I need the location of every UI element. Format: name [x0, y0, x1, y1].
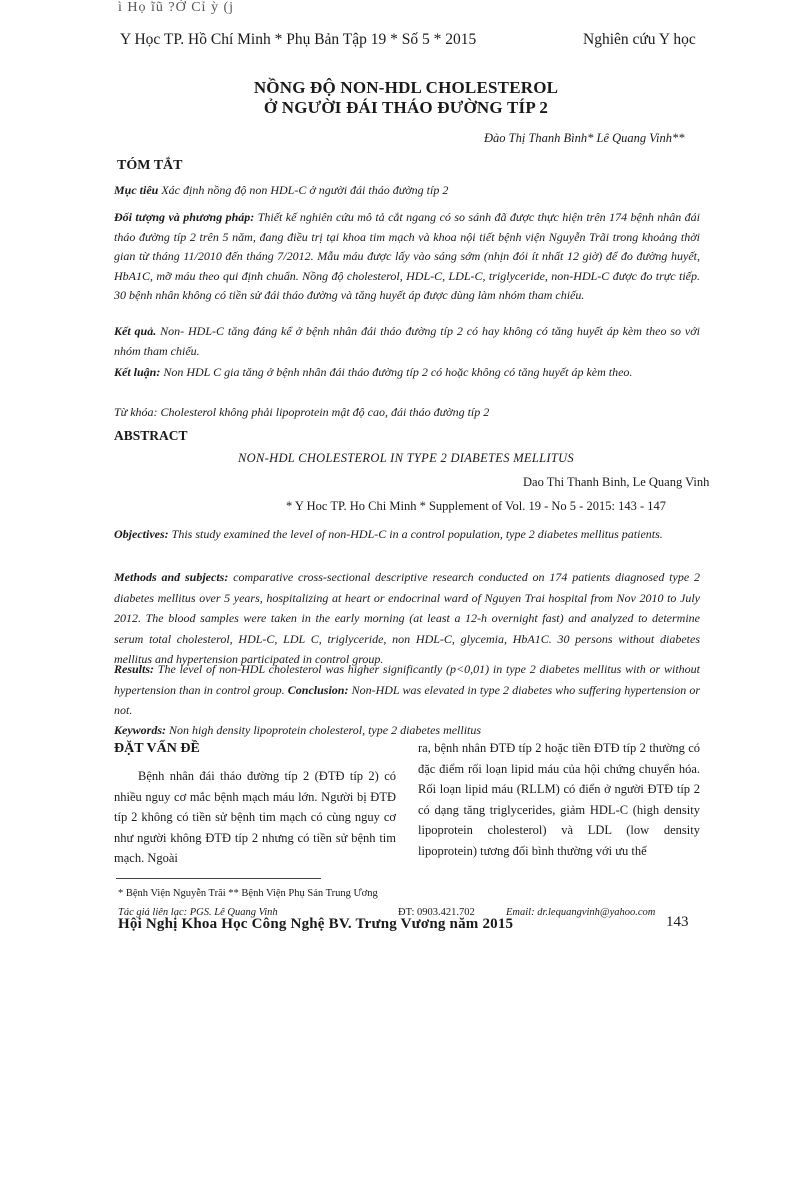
abstract-keywords-text: Non high density lipoprotein cholesterol, type 2 diabetes mellitus: [166, 723, 482, 737]
footnote-email: Email: dr.lequangvinh@yahoo.com: [506, 907, 656, 918]
summary-methods-text: Thiết kế nghiên cứu mô tả cắt ngang có so sánh đã được thực hiện trên 174 bệnh nhân đái tháo đường típ 2 trên 5 năm, đang điều trị tại khoa tim mạch và khoa nội tiết bệnh viện Nguyễn Trãi trong khoảng thời gian từ tháng 11/2010 đến tháng 7/2012. Mẫu máu được lấy vào sáng sớm (nhịn đói ít nhất 12 giờ) để đo đường huyết, HbA1C, mỡ máu theo qui định chuẩn. Nồng độ cholesterol, HDL-C, LDL-C, triglyceride, non-HDL-C được đo trực tiếp. 30 bệnh nhân không có tiền sử đái tháo đường và tăng huyết áp được dùng làm nhóm tham chiếu.: [114, 210, 701, 302]
abstract-results: [114, 659, 700, 721]
abstract-heading: ABSTRACT: [114, 428, 188, 443]
footnote-divider: [116, 878, 321, 879]
abstract-conclusion-label: Conclusion:: [287, 682, 349, 697]
header-scrap-text: ì Họ ĩũ ?Ở Cỉ ỳ (j: [118, 0, 234, 15]
summary-objective: [114, 181, 700, 201]
summary-results-label: Kết quả.: [114, 324, 157, 338]
introduction-right-column: ra, bệnh nhân ĐTĐ típ 2 hoặc tiền ĐTĐ típ 2 thường có đặc điểm rối loạn lipid máu của hội chứng chuyển hóa. Rối loạn lipid máu (RLLM) có điển ở người ĐTĐ típ 2 có dạng tăng triglycerides, giảm HDL-C (high density lipoprotein cholesterol) và LDL (low density lipoprotein) tương đối bình thường với ưu thế: [418, 741, 700, 858]
summary-conclusion-label: Kết luận:: [114, 365, 161, 379]
summary-methods: [114, 208, 700, 306]
summary-objective-text: Xác định nồng độ non HDL-C ở người đái tháo đường típ 2: [158, 183, 449, 197]
journal-header: Y Học TP. Hồ Chí Minh * Phụ Bản Tập 19 * Số 5 * 2015: [120, 31, 477, 48]
abstract-conclusion-text: Non-HDL was elevated in type 2 diabetes who suffering hypertension or not.: [114, 682, 701, 717]
abstract-objectives-text: This study examined the level of non-HDL-C in a control population, type 2 diabetes mellitus patients.: [168, 527, 663, 541]
summary-methods-label: Đối tượng và phương pháp:: [114, 210, 255, 224]
abstract-keywords-label: Keywords:: [114, 723, 166, 737]
footnote-corresponding-author: Tác giả liên lạc: PGS. Lê Quang Vinh: [118, 907, 278, 918]
introduction-heading: ĐẶT VẤN ĐỀ: [114, 741, 200, 756]
article-title-line-2: Ở NGƯỜI ĐÁI THÁO ĐƯỜNG TÍP 2: [263, 98, 549, 117]
summary-conclusion-text: Non HDL C gia tăng ở bệnh nhân đái tháo đường típ 2 có hoặc không có tăng huyết áp kèm theo.: [160, 365, 633, 379]
abstract-title: NON-HDL CHOLESTEROL IN TYPE 2 DIABETES MELLITUS: [238, 451, 574, 465]
abstract-results-text: The level of non-HDL cholesterol was higher significantly (p<0,01) in type 2 diabetes mellitus with or without hypertension than in control group.: [114, 662, 700, 697]
summary-keywords-text: Cholesterol không phải lipoprotein mật độ cao, đái tháo đường típ 2: [157, 405, 490, 419]
introduction-left-column: Bệnh nhân đái tháo đường típ 2 (ĐTĐ típ 2) có nhiều nguy cơ mắc bệnh mạch máu lớn. Người bị ĐTĐ típ 2 không có tiền sử bệnh tim mạch có cùng nguy cơ như người không ĐTĐ típ 2 nhưng có tiền sử bệnh tim mạch. Ngoài: [114, 769, 396, 865]
page-number: 143: [666, 914, 689, 930]
summary-heading: TÓM TẮT: [117, 158, 183, 173]
summary-results: [114, 322, 700, 361]
section-header: Nghiên cứu Y học: [583, 31, 696, 48]
summary-results-text: Non- HDL-C tăng đáng kể ở bệnh nhân đái tháo đường típ 2 có hay không có tăng huyết áp kèm theo so với nhóm tham chiếu.: [114, 324, 700, 358]
article-title-line-1: NỒNG ĐỘ NON-HDL CHOLESTEROL: [253, 78, 559, 97]
summary-keywords-label: Từ khóa:: [114, 405, 158, 419]
footnote-phone: ĐT: 0903.421.702: [398, 907, 475, 918]
summary-objective-label: Mục tiêu: [114, 183, 159, 197]
footnote-affiliations: * Bệnh Viện Nguyễn Trãi ** Bệnh Viện Phụ Sản Trung Ương: [118, 888, 378, 899]
abstract-citation: * Y Hoc TP. Ho Chi Minh * Supplement of Vol. 19 - No 5 - 2015: 143 - 147: [286, 499, 666, 513]
summary-keywords: [114, 403, 700, 423]
article-authors: Đào Thị Thanh Bình* Lê Quang Vinh**: [484, 131, 685, 145]
abstract-methods-text: comparative cross-sectional descriptive research conducted on 174 patients diagnosed type 2 diabetes mellitus over 5 years, hospitalizing at heart or endocrinal ward of Nguyen Trai hospital from Nov 2010 to July 2012. The blood samples were taken in the early morning (at least a 12-h overnight fast) and analyzed to determine serum total cholesterol, HDL-C, LDL C, triglyceride, non HDL-C, glycemia, HbA1C. 30 persons without diabetes mellitus and hypertension participated in control group.: [114, 570, 700, 666]
summary-conclusion: [114, 363, 700, 383]
abstract-authors: Dao Thi Thanh Binh, Le Quang Vinh: [523, 475, 710, 489]
abstract-methods-label: Methods and subjects:: [114, 570, 229, 584]
conference-footer: Hội Nghị Khoa Học Công Nghệ BV. Trưng Vương năm 2015: [118, 916, 514, 932]
abstract-results-label: Results:: [114, 662, 155, 676]
abstract-objectives: [114, 524, 700, 545]
abstract-objectives-label: Objectives:: [114, 527, 169, 541]
abstract-methods: [114, 567, 700, 670]
